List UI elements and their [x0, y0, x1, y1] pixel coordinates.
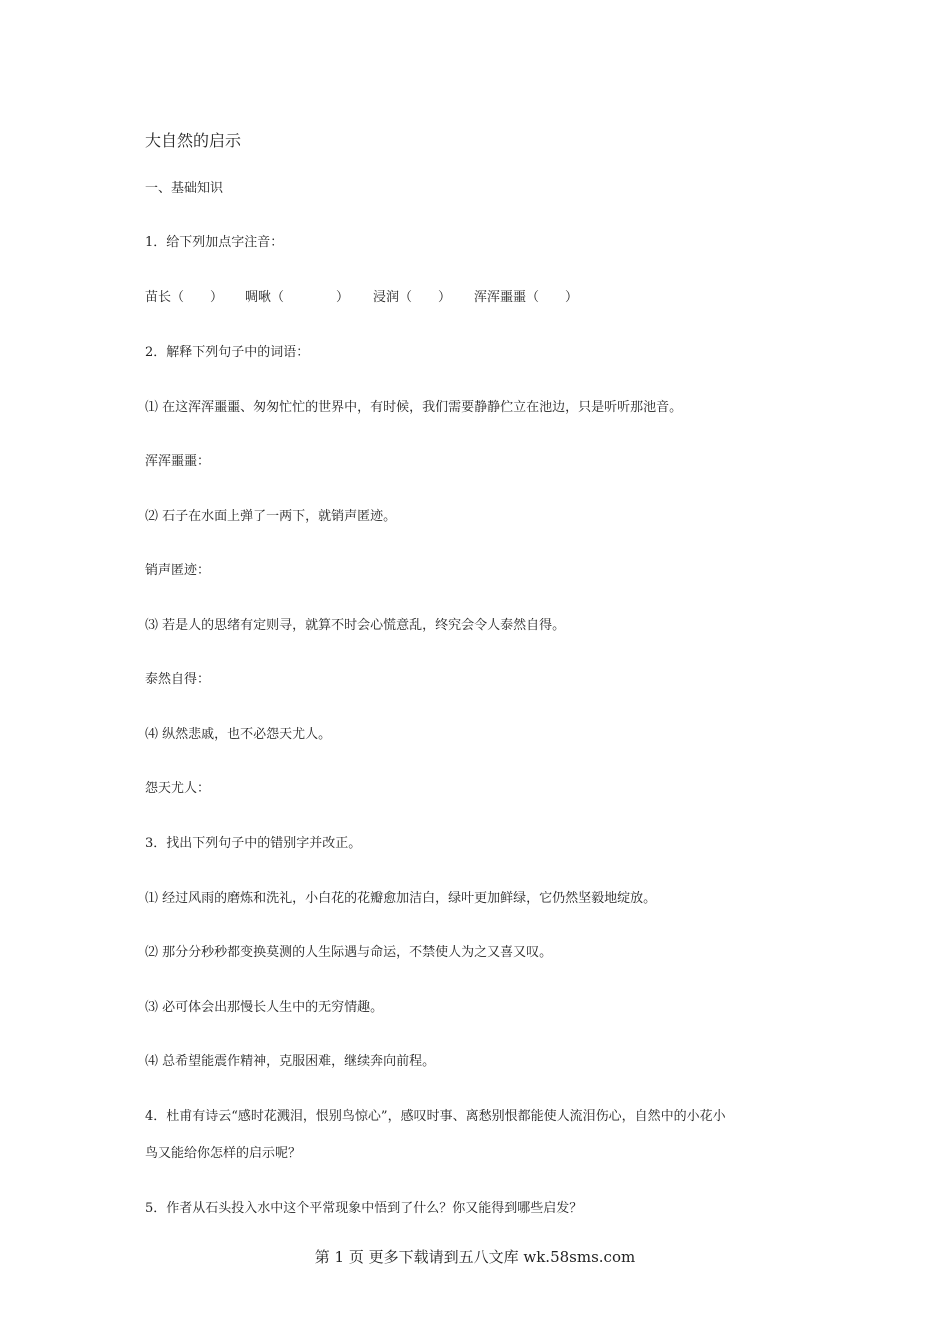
question-1-items [145, 286, 578, 305]
question-3-sentence: ⑵ 那分分秒秒都变换莫测的人生际遇与命运，不禁使人为之又喜又叹。 [145, 945, 553, 960]
question-2-sentence: ⑶ 若是人的思绪有定则寻，就算不时会心慌意乱，终究会令人泰然自得。 [145, 618, 566, 633]
question-3-prompt: 3．找出下列句子中的错别字并改正。 [145, 836, 362, 851]
question-2-sentence: ⑵ 石子在水面上弹了一两下，就销声匿迹。 [145, 509, 397, 524]
pinyin-item: 浑浑噩噩（ ） [474, 290, 579, 305]
question-1-prompt: 1．给下列加点字注音： [145, 235, 284, 250]
question-2-word: 销声匿迹： [145, 563, 211, 578]
pinyin-item: 浸润（ ） [373, 290, 452, 305]
question-2-sentence: ⑴ 在这浑浑噩噩、匆匆忙忙的世界中，有时候，我们需要静静伫立在池边，只是听听那池音。 [145, 400, 683, 415]
question-5-prompt: 5．作者从石头投入水中这个平常现象中悟到了什么？你又能得到哪些启发？ [145, 1201, 583, 1216]
doc-title: 大自然的启示 [145, 131, 242, 150]
question-3-sentence: ⑶ 必可体会出那慢长人生中的无穷情趣。 [145, 1000, 384, 1015]
question-2-word: 泰然自得： [145, 672, 211, 687]
question-2-word: 怨天尤人： [145, 781, 211, 796]
section-heading: 一、基础知识 [145, 181, 224, 196]
question-2-word: 浑浑噩噩： [145, 454, 211, 469]
pinyin-item: 苗长（ ） [145, 290, 224, 305]
question-2-sentence: ⑷ 纵然悲戚，也不必怨天尤人。 [145, 727, 332, 742]
question-3-sentence: ⑴ 经过风雨的磨炼和洗礼，小白花的花瓣愈加洁白，绿叶更加鲜绿，它仍然坚毅地绽放。 [145, 891, 657, 906]
question-4-line: 4．杜甫有诗云“感时花溅泪，恨别鸟惊心”，感叹时事、离愁别恨都能使人流泪伤心，自然中的小花小 [145, 1109, 726, 1124]
question-2-prompt: 2．解释下列句子中的词语： [145, 345, 310, 360]
page-footer: 第 1 页 更多下载请到五八文库 wk.58sms.com [314, 1248, 636, 1266]
question-4-line: 鸟又能给你怎样的启示呢？ [145, 1146, 302, 1161]
pinyin-item: 啁啾（ ） [245, 290, 350, 305]
question-3-sentence: ⑷ 总希望能震作精神，克服困难，继续奔向前程。 [145, 1054, 436, 1069]
